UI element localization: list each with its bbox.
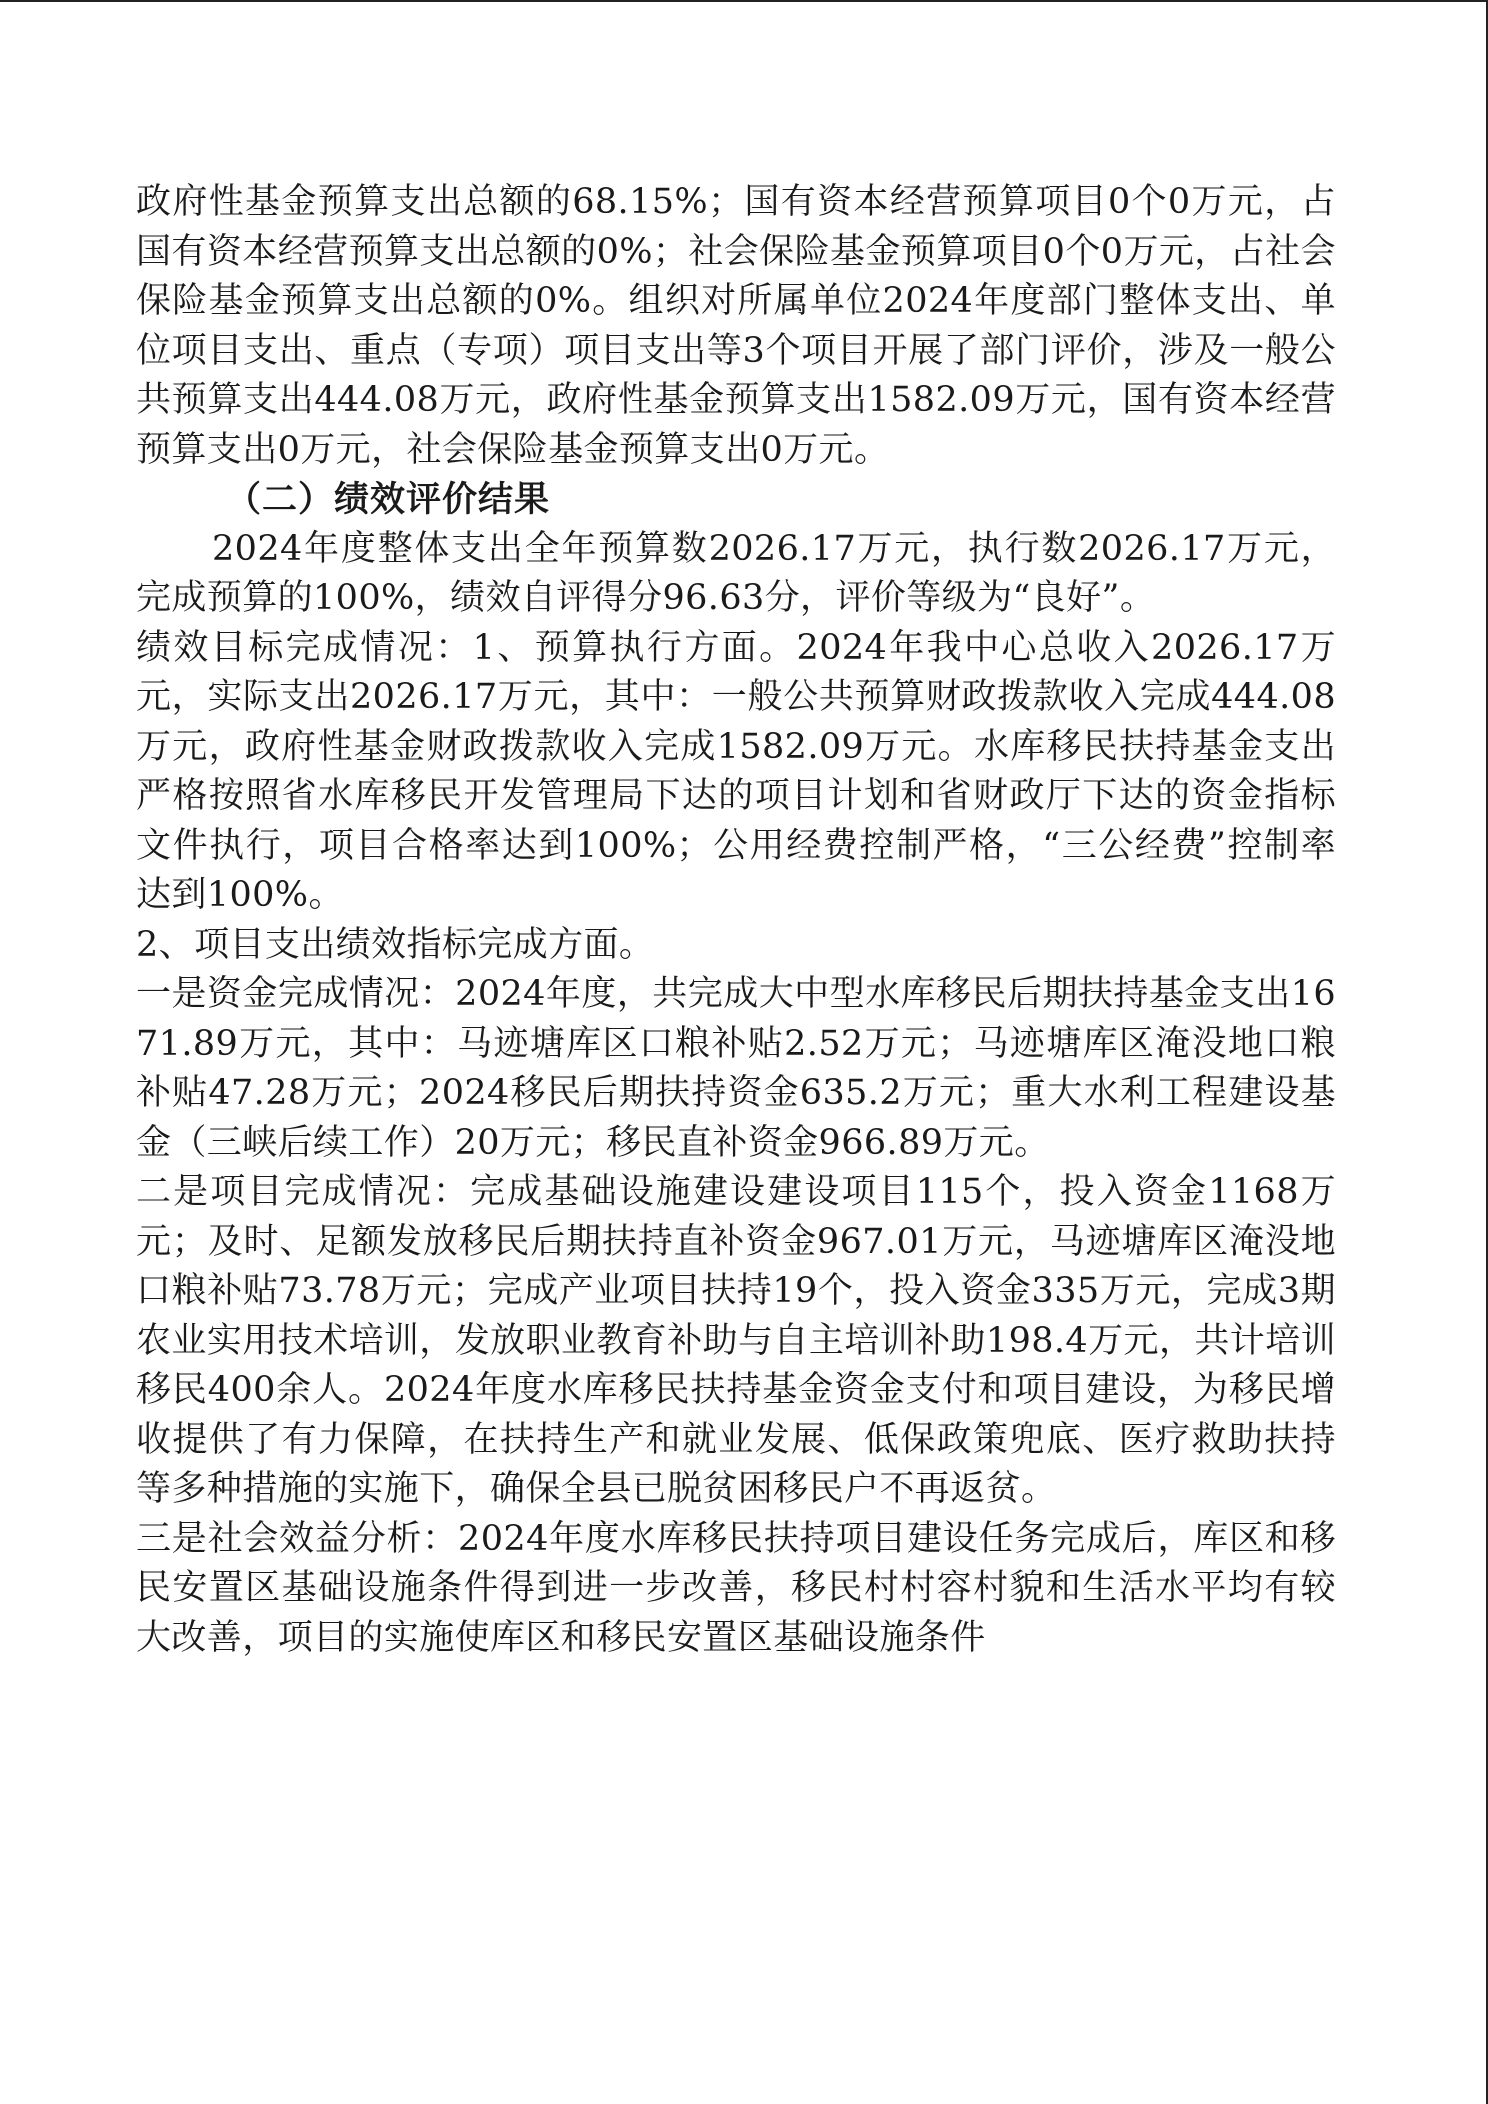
paragraph-budget-summary: 政府性基金预算支出总额的68.15%；国有资本经营预算项目0个0万元，占国有资本经营预算支出总额的0%；社会保险基金预算项目0个0万元，占社会保险基金预算支出总额的0%。组织对所属单位2024年度部门整体支出、单位项目支出、重点（专项）项目支出等3个项目开展了部门评价，涉及一般公共预算支出444.08万元，政府性基金预算支出1582.09万元，国有资本经营预算支出0万元，社会保险基金预算支出0万元。: [136, 182, 1336, 470]
paragraph-performance-goals: 绩效目标完成情况：1、预算执行方面。2024年我中心总收入2026.17万元，实际支出2026.17万元，其中：一般公共预算财政拨款收入完成444.08万元，政府性基金财政拨款收入完成1582.09万元。水库移民扶持基金支出严格按照省水库移民开发管理局下达的项目计划和省财政厅下达的资金指标文件执行，项目合格率达到100%；公用经费控制严格，“三公经费”控制率达到100%。: [136, 627, 1336, 915]
document-body: [136, 178, 1336, 1663]
page-border-top: [0, 0, 1488, 2]
paragraph-project-indicators-heading: 2、项目支出绩效指标完成方面。: [136, 924, 655, 965]
paragraph-social-benefit: 三是社会效益分析：2024年度水库移民扶持项目建设任务完成后，库区和移民安置区基础设施条件得到进一步改善，移民村村容村貌和生活水平均有较大改善，项目的实施使库区和移民安置区基础设施条件: [136, 1518, 1336, 1658]
section-heading-performance-results: （二）绩效评价结果: [226, 479, 551, 520]
paragraph-project-completion: 二是项目完成情况：完成基础设施建设建设项目115个，投入资金1168万元；及时、足额发放移民后期扶持直补资金967.01万元，马迹塘库区淹没地口粮补贴73.78万元；完成产业项目扶持19个，投入资金335万元，完成3期农业实用技术培训，发放职业教育补助与自主培训补助198.4万元，共计培训移民400余人。2024年度水库移民扶持基金资金支付和项目建设，为移民增收提供了有力保障，在扶持生产和就业发展、低保政策兜底、医疗救助扶持等多种措施的实施下，确保全县已脱贫困移民户不再返贫。: [136, 1172, 1336, 1509]
paragraph-overall-expenditure: 2024年度整体支出全年预算数2026.17万元，执行数2026.17万元，完成预算的100%，绩效自评得分96.63分，评价等级为“良好”。: [136, 528, 1336, 618]
paragraph-fund-completion: 一是资金完成情况：2024年度，共完成大中型水库移民后期扶持基金支出1671.89万元，其中：马迹塘库区口粮补贴2.52万元；马迹塘库区淹没地口粮补贴47.28万元；2024移民后期扶持资金635.2万元；重大水利工程建设基金（三峡后续工作）20万元；移民直补资金966.89万元。: [136, 974, 1336, 1163]
